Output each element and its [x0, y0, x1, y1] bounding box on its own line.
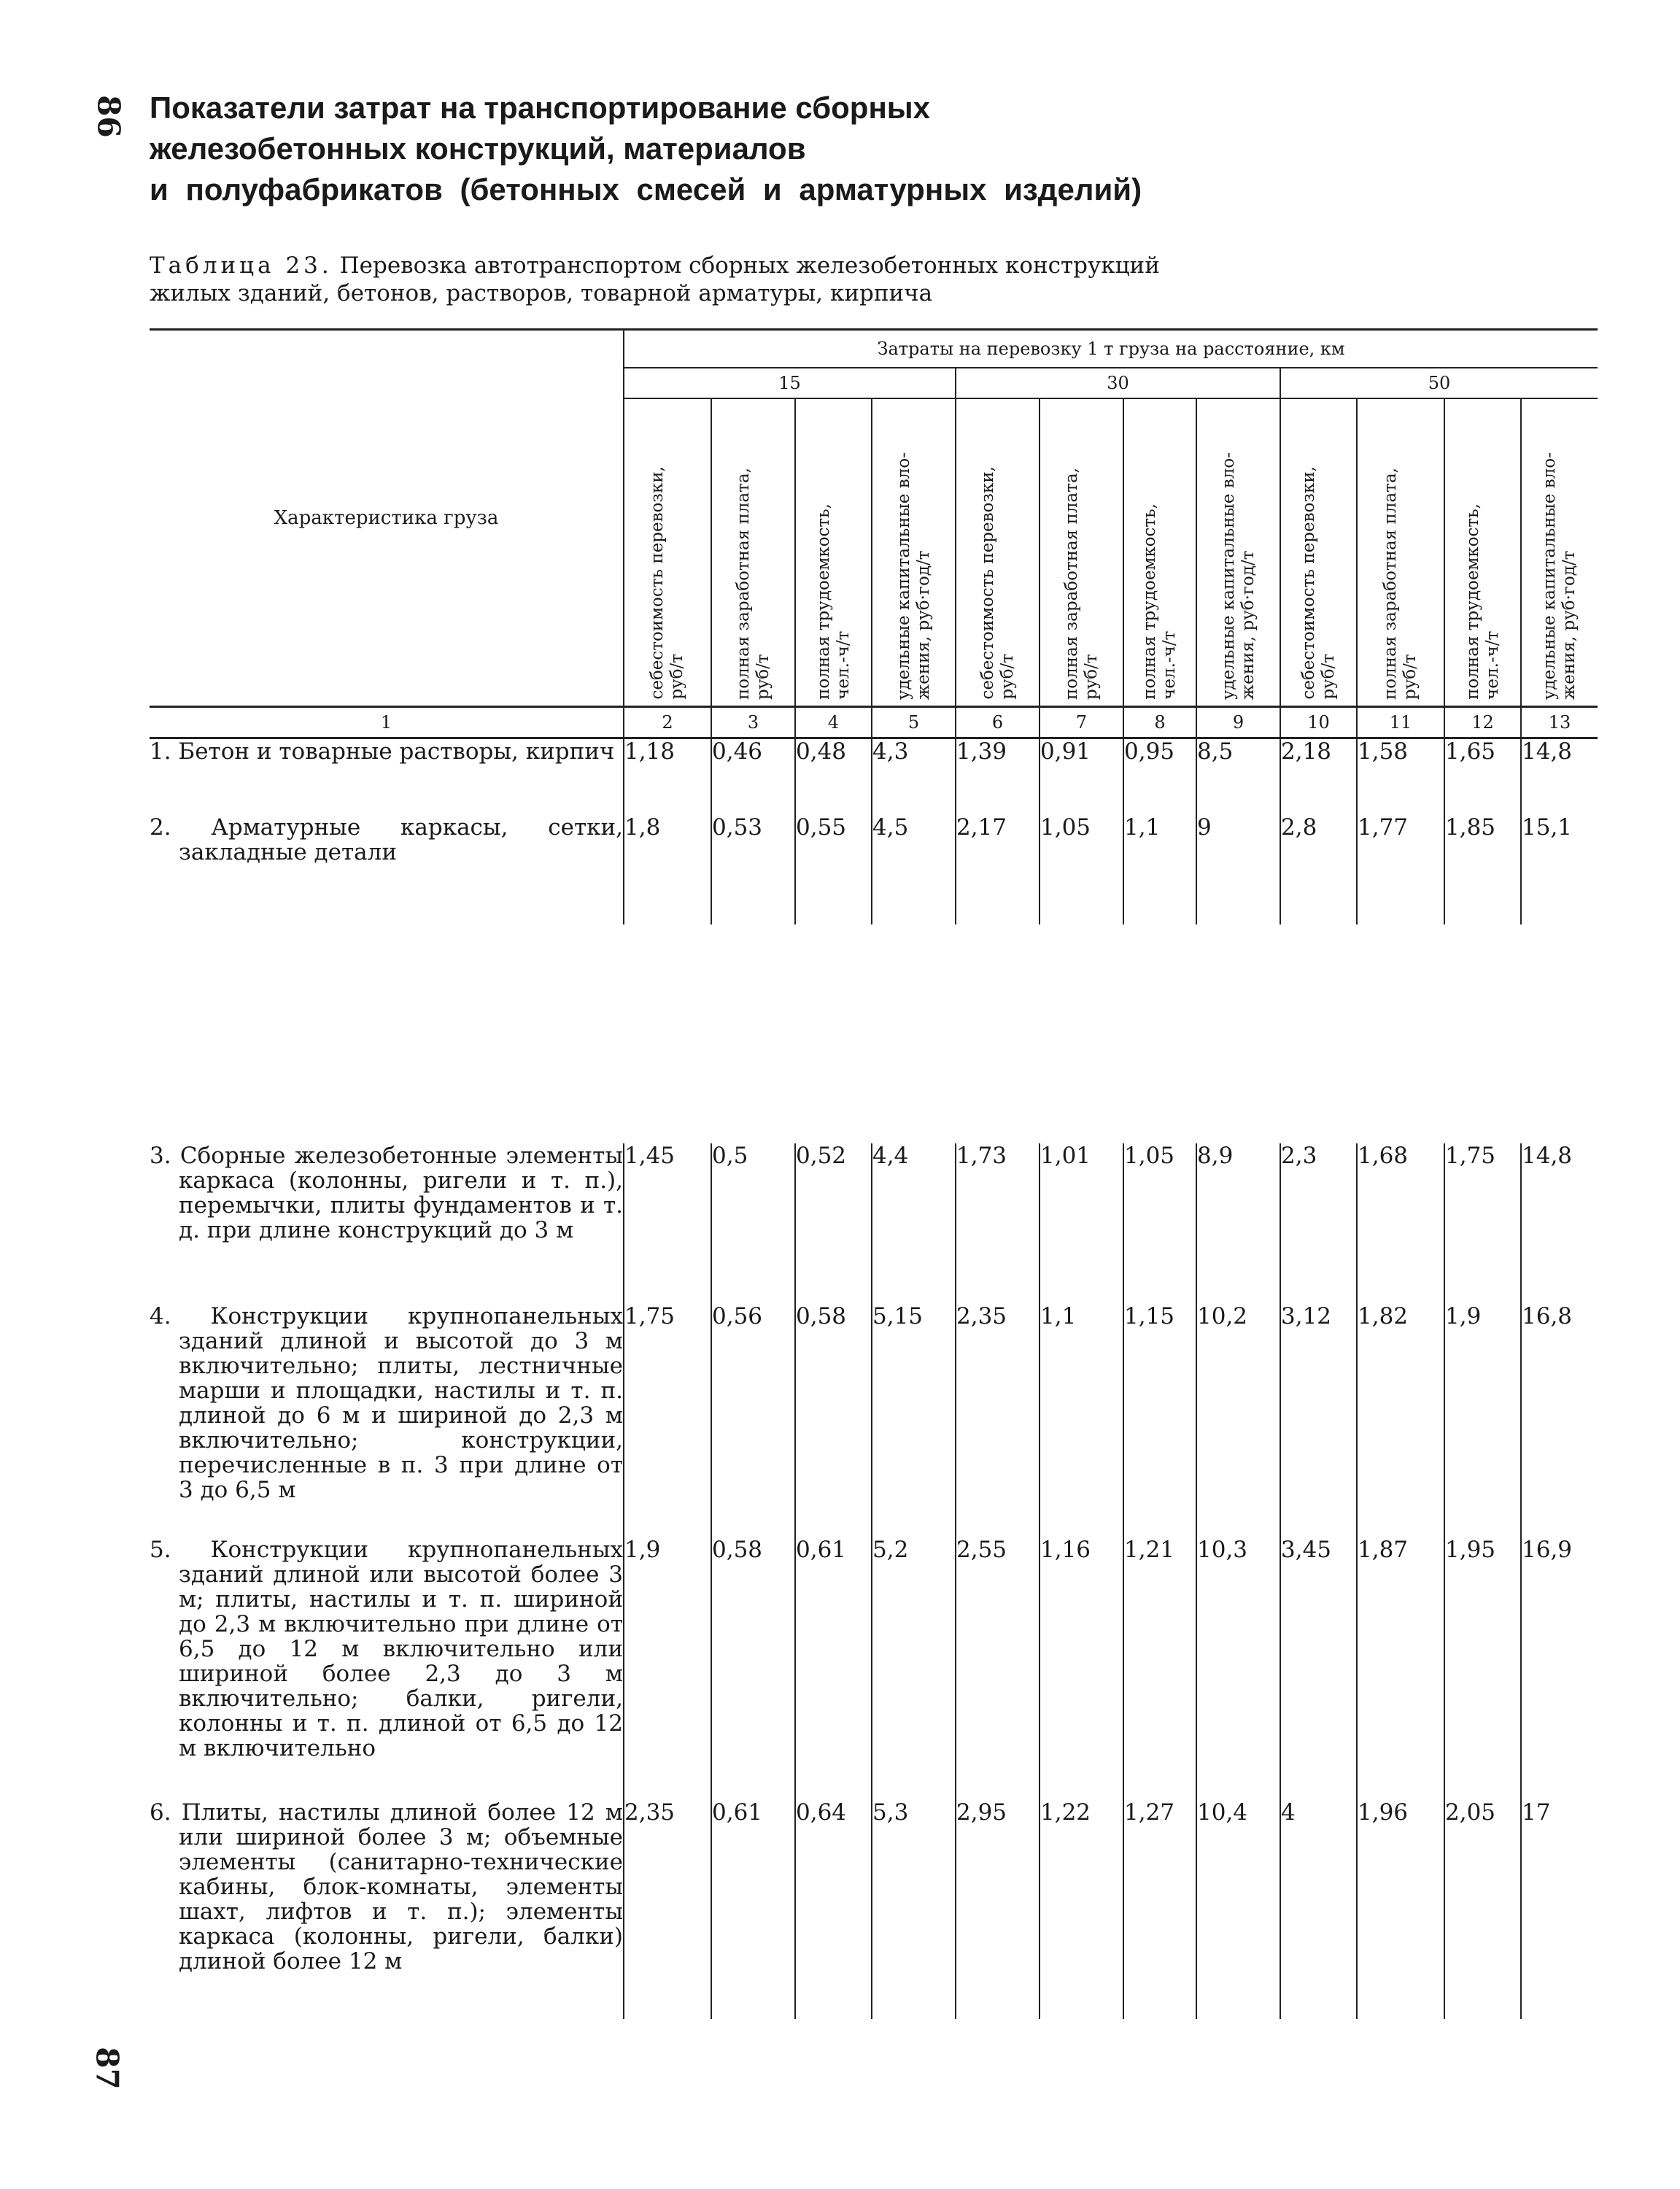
column-number: 11	[1357, 707, 1444, 738]
value-cell: 5,2	[872, 1537, 956, 1800]
value-cell: 8,5	[1196, 738, 1280, 815]
gap-cell	[624, 924, 711, 1143]
page-number-bottom: 87	[89, 2047, 125, 2090]
value-cell: 17	[1521, 1800, 1598, 2019]
value-cell: 3,12	[1280, 1304, 1357, 1537]
header-distance-30: 30	[956, 368, 1280, 398]
gap-cell	[1357, 924, 1444, 1143]
table-row	[150, 1304, 1598, 1537]
value-cell: 14,8	[1521, 1143, 1598, 1304]
value-cell: 1,05	[1123, 1143, 1196, 1304]
value-cell: 1,01	[1040, 1143, 1123, 1304]
value-cell: 0,61	[711, 1800, 795, 2019]
header-metric-cost: себестоимость перевозки, руб/т	[1298, 466, 1338, 700]
value-cell: 0,58	[711, 1537, 795, 1800]
value-cell: 2,17	[956, 815, 1040, 924]
header-metric-labor: полная трудоемкость, чел.-ч/т	[1140, 503, 1179, 700]
gap-cell	[956, 924, 1040, 1143]
value-cell: 1,8	[624, 815, 711, 924]
value-cell: 0,95	[1123, 738, 1196, 815]
header-costs-title: Затраты на перевозку 1 т груза на расстояние, км	[624, 330, 1598, 368]
section-title-line: и полуфабрикатов (бетонных смесей и арматурных изделий)	[150, 172, 1142, 206]
value-cell: 1,82	[1357, 1304, 1444, 1537]
value-cell: 1,75	[1444, 1143, 1521, 1304]
column-number: 3	[711, 707, 795, 738]
value-cell: 2,55	[956, 1537, 1040, 1800]
column-number: 9	[1196, 707, 1280, 738]
value-cell: 1,68	[1357, 1143, 1444, 1304]
gap-cell	[711, 924, 795, 1143]
value-cell: 0,52	[795, 1143, 872, 1304]
value-cell: 5,3	[872, 1800, 956, 2019]
header-distance-50: 50	[1280, 368, 1598, 398]
cargo-description-text: 4. Конструкции крупнопанельных зданий длиной и высотой до 3 м включительно; плиты, лестничные марши и площадки, настилы и т. п. длиной до 6 м и шириной до 2,3 м включительно; конструкции, перечисленные в п. 3 при длине от 3 до 6,5 м	[150, 1302, 623, 1503]
header-metric-cost: себестоимость перевозки, руб/т	[978, 466, 1017, 700]
section-title	[150, 88, 1142, 210]
header-metric-capital: удельные капитальные вло- жения, руб·год/т	[1540, 452, 1579, 700]
value-cell: 14,8	[1521, 738, 1598, 815]
header-metric-cost: себестоимость перевозки, руб/т	[648, 466, 686, 700]
header-characteristic: Характеристика груза	[150, 330, 624, 707]
value-cell: 2,05	[1444, 1800, 1521, 2019]
value-cell: 10,4	[1196, 1800, 1280, 2019]
section-title-line: Показатели затрат на транспортирование сборных	[150, 90, 931, 125]
gap-cell	[872, 924, 956, 1143]
value-cell: 2,18	[1280, 738, 1357, 815]
column-number: 12	[1444, 707, 1521, 738]
value-cell: 2,3	[1280, 1143, 1357, 1304]
gap-cell	[1521, 924, 1598, 1143]
cost-table	[150, 328, 1598, 2019]
table-row	[150, 738, 1598, 815]
gap-cell	[150, 924, 624, 1143]
value-cell: 1,05	[1040, 815, 1123, 924]
page-gap	[150, 924, 1598, 1143]
value-cell: 10,2	[1196, 1304, 1280, 1537]
value-cell: 16,9	[1521, 1537, 1598, 1800]
table-caption	[150, 252, 1160, 307]
value-cell: 1,65	[1444, 738, 1521, 815]
table-row	[150, 815, 1598, 924]
value-cell: 10,3	[1196, 1537, 1280, 1800]
table-row	[150, 1143, 1598, 1304]
value-cell: 0,48	[795, 738, 872, 815]
value-cell: 2,8	[1280, 815, 1357, 924]
value-cell: 1,18	[624, 738, 711, 815]
header-metric-capital: удельные капитальные вло- жения, руб·год/т	[894, 452, 933, 700]
value-cell: 1,16	[1040, 1537, 1123, 1800]
value-cell: 0,53	[711, 815, 795, 924]
section-title-line: железобетонных конструкций, материалов	[150, 131, 806, 166]
header-metric-labor: полная трудоемкость, чел.-ч/т	[813, 503, 853, 700]
value-cell: 0,5	[711, 1143, 795, 1304]
value-cell: 1,27	[1123, 1800, 1196, 2019]
table-row	[150, 1537, 1598, 1800]
value-cell: 16,8	[1521, 1304, 1598, 1537]
value-cell: 4,3	[872, 738, 956, 815]
column-number: 6	[956, 707, 1040, 738]
value-cell: 4	[1280, 1800, 1357, 2019]
header-distance-15: 15	[624, 368, 956, 398]
value-cell: 4,4	[872, 1143, 956, 1304]
value-cell: 2,95	[956, 1800, 1040, 2019]
gap-cell	[1196, 924, 1280, 1143]
column-number: 2	[624, 707, 711, 738]
value-cell: 1,1	[1123, 815, 1196, 924]
value-cell: 0,58	[795, 1304, 872, 1537]
value-cell: 0,91	[1040, 738, 1123, 815]
header-metric-wage: полная заработная плата, руб/т	[1061, 467, 1101, 700]
value-cell: 1,85	[1444, 815, 1521, 924]
value-cell: 3,45	[1280, 1537, 1357, 1800]
gap-cell	[1280, 924, 1357, 1143]
header-metric-wage: полная заработная плата, руб/т	[1381, 467, 1420, 700]
value-cell: 1,73	[956, 1143, 1040, 1304]
value-cell: 1,58	[1357, 738, 1444, 815]
table-caption-line: жилых зданий, бетонов, растворов, товарной арматуры, кирпича	[150, 280, 933, 306]
value-cell: 1,9	[624, 1537, 711, 1800]
value-cell: 1,96	[1357, 1800, 1444, 2019]
value-cell: 8,9	[1196, 1143, 1280, 1304]
column-number: 7	[1040, 707, 1123, 738]
value-cell: 1,45	[624, 1143, 711, 1304]
value-cell: 1,15	[1123, 1304, 1196, 1537]
value-cell: 4,5	[872, 815, 956, 924]
column-number: 13	[1521, 707, 1598, 738]
value-cell: 0,64	[795, 1800, 872, 2019]
value-cell: 1,39	[956, 738, 1040, 815]
value-cell: 1,75	[624, 1304, 711, 1537]
gap-cell	[1040, 924, 1123, 1143]
header-metric-labor: полная трудоемкость, чел.-ч/т	[1463, 503, 1502, 700]
column-number: 8	[1123, 707, 1196, 738]
value-cell: 1,87	[1357, 1537, 1444, 1800]
value-cell: 1,95	[1444, 1537, 1521, 1800]
column-number-row	[150, 707, 1598, 738]
column-number: 4	[795, 707, 872, 738]
value-cell: 9	[1196, 815, 1280, 924]
value-cell: 2,35	[956, 1304, 1040, 1537]
gap-cell	[1444, 924, 1521, 1143]
cargo-description	[150, 1800, 624, 2019]
cargo-description	[150, 738, 624, 815]
cargo-description-text: 5. Конструкции крупнопанельных зданий длиной или высотой более 3 м; плиты, настилы и т. п. шириной до 2,3 м включительно при длине от 6,5 до 12 м включительно или шириной более 2,3 до 3 м включительно; балки, ригели, колонны и т. п. длиной от 6,5 до 12 м включительно	[150, 1536, 623, 1761]
header-metric-wage: полная заработная плата, руб/т	[733, 467, 773, 700]
column-number: 1	[150, 707, 624, 738]
cargo-description	[150, 1304, 624, 1537]
column-number: 5	[872, 707, 956, 738]
cargo-description-text: 3. Сборные железобетонные элементы каркаса (колонны, ригели и т. п.), перемычки, плиты фундаментов и т. д. при длине конструкций до 3 м	[150, 1142, 623, 1243]
value-cell: 1,9	[1444, 1304, 1521, 1537]
value-cell: 0,55	[795, 815, 872, 924]
value-cell: 0,61	[795, 1537, 872, 1800]
value-cell: 5,15	[872, 1304, 956, 1537]
page-number-top: 86	[90, 95, 127, 138]
table-row	[150, 1800, 1598, 2019]
value-cell: 1,22	[1040, 1800, 1123, 2019]
value-cell: 1,77	[1357, 815, 1444, 924]
table-caption-line: Перевозка автотранспортом сборных железобетонных конструкций	[339, 252, 1160, 279]
cargo-description	[150, 1537, 624, 1800]
gap-cell	[795, 924, 872, 1143]
value-cell: 1,21	[1123, 1537, 1196, 1800]
column-number: 10	[1280, 707, 1357, 738]
value-cell: 0,46	[711, 738, 795, 815]
value-cell: 0,56	[711, 1304, 795, 1537]
value-cell: 15,1	[1521, 815, 1598, 924]
cargo-description	[150, 815, 624, 924]
cargo-description	[150, 1143, 624, 1304]
cargo-description-text: 6. Плиты, настилы длиной более 12 м или шириной более 3 м; объемные элементы (санитарно-технические кабины, блок-комнаты, элементы шахт, лифтов и т. п.); элементы каркаса (колонны, ригели, балки) длиной более 12 м	[150, 1799, 623, 1974]
cargo-description-text: 1. Бетон и товарные растворы, кирпич	[150, 738, 615, 765]
gap-cell	[1123, 924, 1196, 1143]
table-label: Таблица 23.	[150, 252, 333, 279]
header-metric-capital: удельные капитальные вло- жения, руб·год/т	[1218, 452, 1258, 700]
cargo-description-text: 2. Арматурные каркасы, сетки, закладные детали	[150, 814, 623, 865]
value-cell: 1,1	[1040, 1304, 1123, 1537]
value-cell: 2,35	[624, 1800, 711, 2019]
